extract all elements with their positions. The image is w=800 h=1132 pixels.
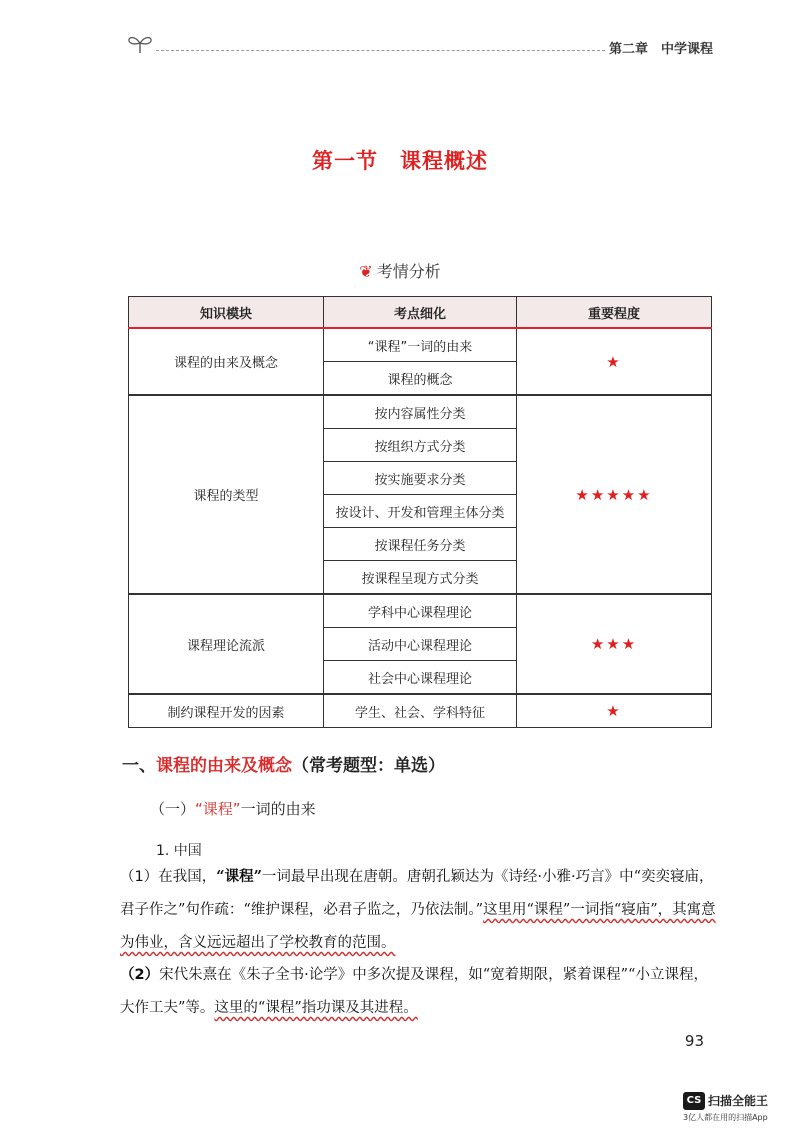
h1-suffix: （常考题型：单选） [292,756,445,776]
h1-topic: 课程的由来及概念 [156,756,292,776]
point-cell: “课程”一词的由来 [324,328,517,362]
exam-analysis-table [128,296,712,728]
table-row [129,328,712,362]
point-cell: 按实施要求分类 [324,462,517,495]
scanner-tagline: 3亿人都在用的扫描App [683,1112,768,1122]
analysis-title-text: 考情分析 [376,262,441,281]
table-row [129,694,712,728]
section-title [0,145,800,175]
p2-underlined: 这里的“课程”指功课及其进程。 [214,1000,418,1016]
h2-prefix: （一） [150,800,196,818]
module-cell: 课程理论流派 [129,594,324,694]
point-cell: 学生、社会、学科特征 [324,694,517,728]
importance-stars: ★ [517,694,712,728]
module-cell: 课程的由来及概念 [129,328,324,395]
p1-text-2: 一词最早出现在唐朝。唐朝孔颖达为《诗经·小雅·巧言》中“奕奕寝庙，君子作之”句作疏：“维护课程，必君子监之，乃依法制。” [120,869,714,918]
leaf-icon: ❦ [359,262,373,281]
section-number: 第一节 [312,149,378,173]
scanner-name: 扫描全能王 [708,1094,769,1108]
point-cell: 按课程呈现方式分类 [324,561,517,595]
module-cell: 课程的类型 [129,395,324,594]
point-cell: 按设计、开发和管理主体分类 [324,495,517,528]
point-cell: 社会中心课程理论 [324,661,517,695]
analysis-title [0,259,800,282]
h1-prefix: 一、 [122,756,156,776]
p2-text-1: 宋代朱熹在《朱子全书·论学》中多次提及课程，如“宽着期限，紧着课程”“小立课程，大作工夫”等。 [120,967,708,1016]
point-cell: 学科中心课程理论 [324,594,517,628]
h2-keyword: “课程” [195,800,241,818]
point-cell: 活动中心课程理论 [324,628,517,661]
header-importance: 重要程度 [517,297,712,329]
importance-stars: ★★★ [517,594,712,694]
point-cell: 按内容属性分类 [324,395,517,429]
running-header [118,30,713,60]
scanner-logo-icon: CS [683,1092,705,1110]
module-cell: 制约课程开发的因素 [129,694,324,728]
table-header-row [129,297,712,329]
heading-level-3: 1. 中国 [156,843,202,859]
header-module: 知识模块 [129,297,324,329]
h2-suffix: 一词的由来 [240,800,316,818]
paragraph-1 [120,860,716,960]
table-row [129,395,712,429]
p1-lead: （1） [120,869,159,885]
page-number: 93 [684,1032,704,1050]
header-points: 考点细化 [324,297,517,329]
p1-keyword: “课程” [216,868,262,885]
header-rule [156,50,605,51]
table-row [129,594,712,628]
importance-stars: ★★★★★ [517,395,712,594]
paragraph-2 [120,959,716,1025]
p1-text-1: 在我国， [158,869,217,885]
sprout-icon [126,32,154,54]
importance-stars: ★ [517,328,712,395]
heading-level-1 [122,751,445,776]
p1-underlined: 这里用“课程”一词指“寝庙”，其寓意为伟业，含义远远超出了学校教育的范围。 [120,902,716,951]
chapter-label: 第二章 中学课程 [608,42,713,57]
point-cell: 课程的概念 [324,362,517,396]
section-name: 课程概述 [400,149,488,173]
heading-level-2 [150,798,316,819]
point-cell: 按课程任务分类 [324,528,517,561]
point-cell: 按组织方式分类 [324,429,517,462]
scanner-watermark [683,1090,793,1123]
p2-lead: （2） [120,967,160,983]
